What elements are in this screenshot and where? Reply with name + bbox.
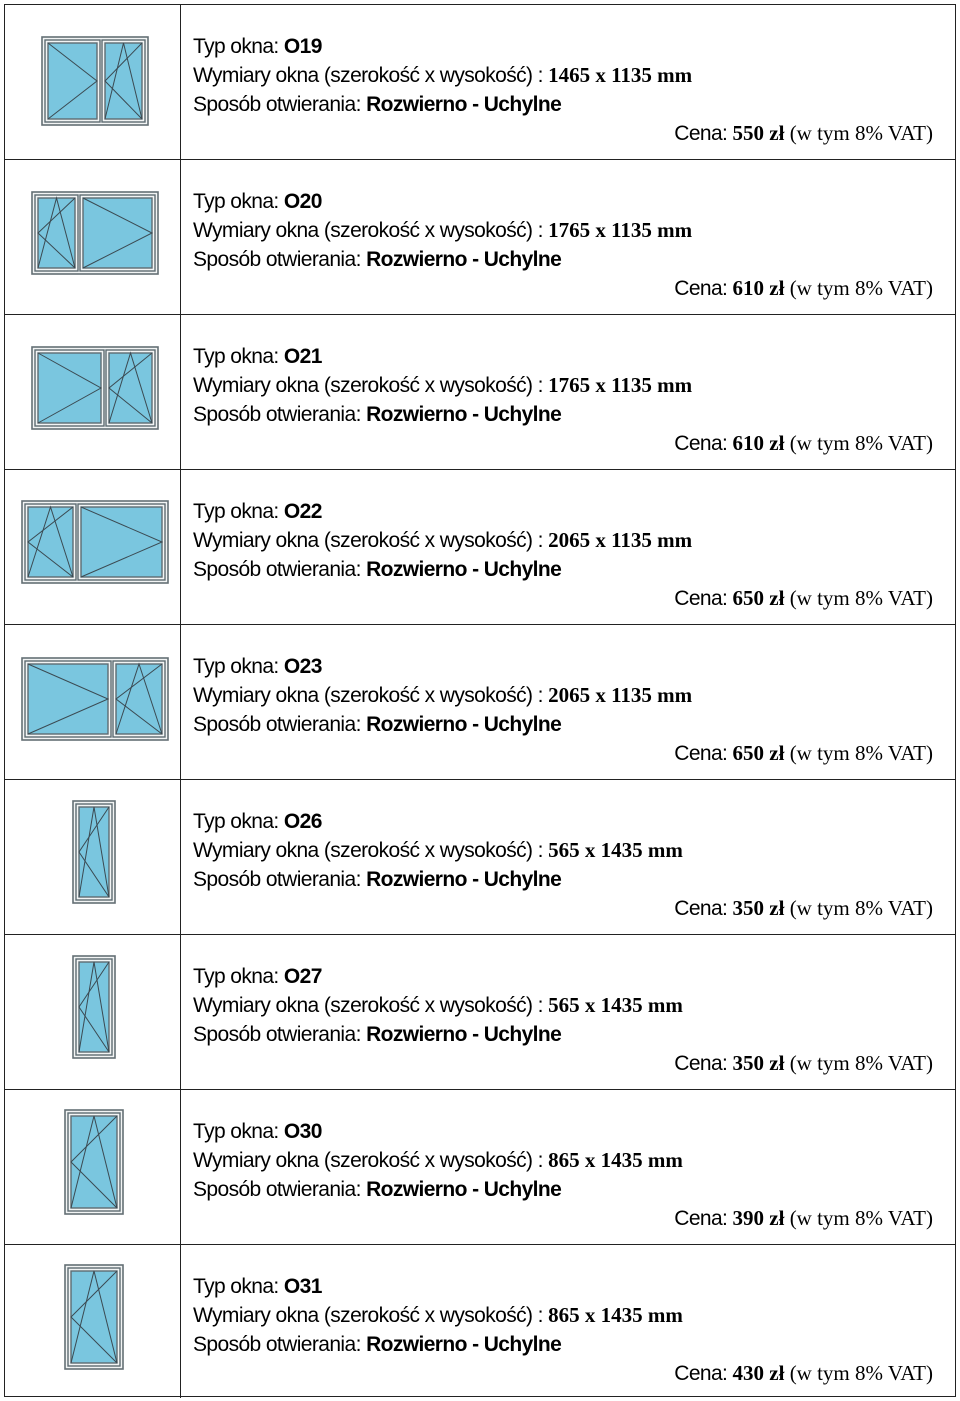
opening-type: Rozwierno - Uchylne xyxy=(366,558,562,581)
dimensions-label: Wymiary okna (szerokość x wysokość) : xyxy=(193,994,549,1017)
dimensions-label: Wymiary okna (szerokość x wysokość) : xyxy=(193,1149,549,1172)
window-code: O20 xyxy=(283,190,322,213)
dimensions-label: Wymiary okna (szerokość x wysokość) : xyxy=(193,839,549,862)
window-description xyxy=(193,780,955,934)
type-label: Typ okna: xyxy=(193,655,284,678)
type-label: Typ okna: xyxy=(193,500,284,523)
opening-label: Sposób otwierania: xyxy=(193,1023,367,1046)
window-description xyxy=(193,315,955,469)
dimensions-label: Wymiary okna (szerokość x wysokość) : xyxy=(193,1304,549,1327)
price-value: 550 zł xyxy=(732,121,785,145)
window-image-cell xyxy=(5,935,181,1089)
window-row xyxy=(5,315,955,470)
window-image-cell xyxy=(5,470,181,624)
price-label: Cena: xyxy=(674,1052,733,1075)
dimensions-label: Wymiary okna (szerokość x wysokość) : xyxy=(193,219,549,242)
window-code: O30 xyxy=(283,1120,322,1143)
window-dimensions: 1765 x 1135 mm xyxy=(548,373,693,397)
price-label: Cena: xyxy=(674,1362,733,1385)
opening-type: Rozwierno - Uchylne xyxy=(366,1178,562,1201)
window-image-cell xyxy=(5,315,181,469)
window-price-table xyxy=(4,4,956,1397)
window-code: O21 xyxy=(283,345,322,368)
window-two-sash-icon xyxy=(5,470,181,625)
window-row xyxy=(5,470,955,625)
window-dimensions: 865 x 1435 mm xyxy=(548,1303,683,1327)
vat-note: (w tym 8% VAT) xyxy=(784,1051,933,1075)
window-image-cell xyxy=(5,780,181,934)
price-label: Cena: xyxy=(674,587,733,610)
opening-label: Sposób otwierania: xyxy=(193,403,367,426)
window-description xyxy=(193,160,955,314)
window-description xyxy=(193,625,955,779)
opening-type: Rozwierno - Uchylne xyxy=(366,93,562,116)
type-label: Typ okna: xyxy=(193,965,284,988)
price-value: 350 zł xyxy=(732,1051,785,1075)
window-description xyxy=(193,470,955,624)
window-dimensions: 1765 x 1135 mm xyxy=(548,218,693,242)
price-label: Cena: xyxy=(674,742,733,765)
type-label: Typ okna: xyxy=(193,345,284,368)
opening-type: Rozwierno - Uchylne xyxy=(366,248,562,271)
dimensions-label: Wymiary okna (szerokość x wysokość) : xyxy=(193,684,549,707)
price-value: 650 zł xyxy=(732,586,785,610)
window-image-cell xyxy=(5,160,181,314)
opening-type: Rozwierno - Uchylne xyxy=(366,713,562,736)
window-row xyxy=(5,1090,955,1245)
window-code: O27 xyxy=(283,965,322,988)
opening-label: Sposób otwierania: xyxy=(193,93,367,116)
vat-note: (w tym 8% VAT) xyxy=(784,121,933,145)
window-row xyxy=(5,780,955,935)
window-code: O22 xyxy=(283,500,322,523)
opening-type: Rozwierno - Uchylne xyxy=(366,868,562,891)
window-row xyxy=(5,935,955,1090)
vat-note: (w tym 8% VAT) xyxy=(784,431,933,455)
window-row xyxy=(5,160,955,315)
dimensions-label: Wymiary okna (szerokość x wysokość) : xyxy=(193,374,549,397)
vat-note: (w tym 8% VAT) xyxy=(784,276,933,300)
window-dimensions: 2065 x 1135 mm xyxy=(548,528,693,552)
window-two-sash-icon xyxy=(5,5,181,160)
price-label: Cena: xyxy=(674,897,733,920)
type-label: Typ okna: xyxy=(193,1120,284,1143)
window-two-sash-icon xyxy=(5,625,181,780)
window-single-sash-icon xyxy=(5,1090,181,1245)
window-description xyxy=(193,5,955,159)
type-label: Typ okna: xyxy=(193,35,284,58)
opening-label: Sposób otwierania: xyxy=(193,558,367,581)
price-value: 350 zł xyxy=(732,896,785,920)
price-value: 610 zł xyxy=(732,276,785,300)
vat-note: (w tym 8% VAT) xyxy=(784,896,933,920)
window-dimensions: 865 x 1435 mm xyxy=(548,1148,683,1172)
window-image-cell xyxy=(5,625,181,779)
vat-note: (w tym 8% VAT) xyxy=(784,1361,933,1385)
opening-label: Sposób otwierania: xyxy=(193,713,367,736)
price-value: 430 zł xyxy=(732,1361,785,1385)
window-image-cell xyxy=(5,1245,181,1398)
window-code: O31 xyxy=(283,1275,322,1298)
opening-type: Rozwierno - Uchylne xyxy=(366,403,562,426)
opening-label: Sposób otwierania: xyxy=(193,1178,367,1201)
window-description xyxy=(193,1245,955,1398)
opening-type: Rozwierno - Uchylne xyxy=(366,1023,562,1046)
type-label: Typ okna: xyxy=(193,1275,284,1298)
price-value: 390 zł xyxy=(732,1206,785,1230)
price-label: Cena: xyxy=(674,122,733,145)
window-dimensions: 2065 x 1135 mm xyxy=(548,683,693,707)
window-dimensions: 565 x 1435 mm xyxy=(548,993,683,1017)
opening-label: Sposób otwierania: xyxy=(193,1333,367,1356)
dimensions-label: Wymiary okna (szerokość x wysokość) : xyxy=(193,64,549,87)
window-code: O19 xyxy=(283,35,322,58)
window-description xyxy=(193,935,955,1089)
type-label: Typ okna: xyxy=(193,190,284,213)
window-dimensions: 565 x 1435 mm xyxy=(548,838,683,862)
type-label: Typ okna: xyxy=(193,810,284,833)
opening-label: Sposób otwierania: xyxy=(193,868,367,891)
window-row xyxy=(5,5,955,160)
opening-type: Rozwierno - Uchylne xyxy=(366,1333,562,1356)
price-label: Cena: xyxy=(674,277,733,300)
vat-note: (w tym 8% VAT) xyxy=(784,586,933,610)
window-row xyxy=(5,1245,955,1398)
price-label: Cena: xyxy=(674,432,733,455)
window-dimensions: 1465 x 1135 mm xyxy=(548,63,693,87)
window-code: O23 xyxy=(283,655,322,678)
window-single-sash-icon xyxy=(5,1245,181,1398)
window-row xyxy=(5,625,955,780)
window-description xyxy=(193,1090,955,1244)
price-label: Cena: xyxy=(674,1207,733,1230)
window-two-sash-icon xyxy=(5,315,181,470)
window-single-sash-icon xyxy=(5,780,181,935)
window-code: O26 xyxy=(283,810,322,833)
opening-label: Sposób otwierania: xyxy=(193,248,367,271)
price-value: 650 zł xyxy=(732,741,785,765)
dimensions-label: Wymiary okna (szerokość x wysokość) : xyxy=(193,529,549,552)
window-image-cell xyxy=(5,1090,181,1244)
vat-note: (w tym 8% VAT) xyxy=(784,741,933,765)
window-image-cell xyxy=(5,5,181,159)
vat-note: (w tym 8% VAT) xyxy=(784,1206,933,1230)
window-two-sash-icon xyxy=(5,160,181,315)
price-value: 610 zł xyxy=(732,431,785,455)
window-single-sash-icon xyxy=(5,935,181,1090)
